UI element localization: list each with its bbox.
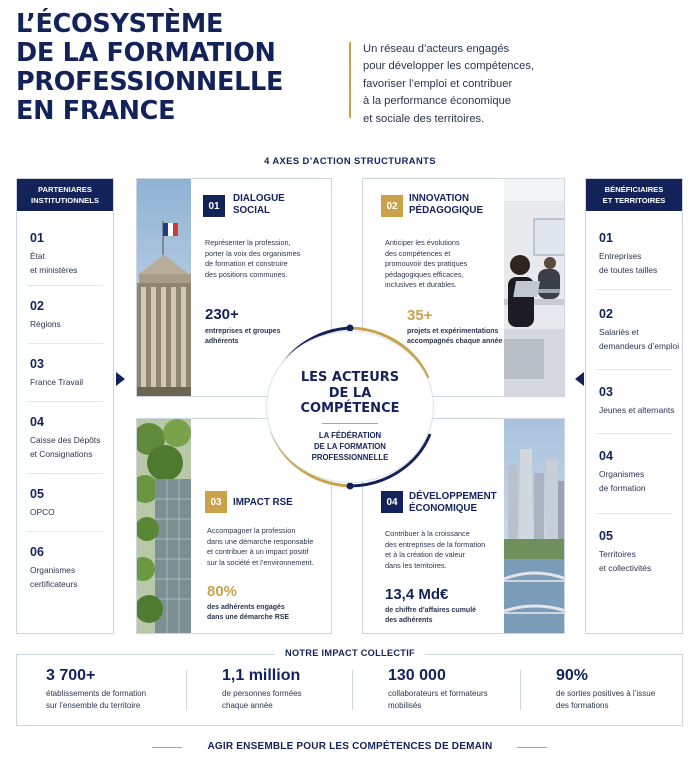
intro-line: Un réseau d’acteurs engagés — [363, 43, 510, 55]
beneficiary-number: 04 — [599, 449, 613, 463]
axis-stat-label: de chiffre d’affaires cumulé des adhérents — [385, 607, 477, 624]
partners-panel-header — [17, 179, 113, 211]
title-line: PROFESSIONNELLE — [16, 67, 284, 97]
intro-line: favoriser l’emploi et contribuer — [363, 77, 513, 90]
axis-stat-value: 35+ — [407, 307, 433, 324]
partner-number: 06 — [30, 545, 44, 559]
partner-label: État et ministères — [30, 251, 78, 275]
center-divider — [322, 423, 378, 424]
beneficiary-item — [599, 231, 676, 277]
beneficiary-number: 02 — [599, 307, 613, 321]
beneficiary-number: 03 — [599, 385, 613, 399]
intro-line: et sociale des territoires. — [363, 112, 485, 125]
divider — [27, 473, 103, 474]
beneficiary-label: Jeunes et alternants — [599, 405, 675, 415]
beneficiary-label: Organismes de formation — [599, 469, 646, 493]
footer-tagline: AGIR ENSEMBLE POUR LES COMPÉTENCES DE DEMAIN — [207, 741, 493, 752]
beneficiary-label: Salariés et demandeurs d’emploi — [599, 327, 680, 351]
partner-label: Régions — [30, 319, 61, 329]
impact-stat — [46, 667, 146, 712]
green-building-image — [137, 419, 191, 633]
divider — [352, 670, 353, 710]
beneficiary-label: Territoires et collectivités — [599, 549, 652, 573]
axis-number-badge: 02 — [381, 195, 403, 217]
intro-text — [363, 41, 683, 128]
panel-title-line: ET TERRITOIRES — [602, 196, 666, 205]
axis-title: DÉVELOPPEMENT ÉCONOMIQUE — [409, 491, 497, 514]
impact-value: 90% — [556, 667, 589, 684]
panel-title-line: BÉNÉFICIAIRES — [604, 185, 664, 194]
axis-number-badge: 04 — [381, 491, 403, 513]
partner-number: 02 — [30, 299, 44, 313]
partner-item — [30, 299, 107, 331]
impact-stat — [556, 667, 655, 712]
partner-number: 05 — [30, 487, 44, 501]
center-subtitle: LA FÉDÉRATION DE LA FORMATION PROFESSIONNELLE — [311, 431, 389, 462]
beneficiary-item — [599, 529, 676, 575]
partner-number: 03 — [30, 357, 44, 371]
arrow-right-icon — [116, 372, 125, 386]
divider — [596, 289, 672, 290]
partner-item — [30, 545, 107, 591]
divider — [27, 401, 103, 402]
partner-number: 01 — [30, 231, 44, 245]
impact-label: collaborateurs et formateurs mobilisés — [388, 689, 488, 710]
city-skyline-image — [504, 419, 565, 633]
axis-title: DIALOGUE SOCIAL — [233, 193, 285, 216]
title-line: EN FRANCE — [16, 96, 176, 126]
axis-stat-value: 230+ — [205, 306, 239, 323]
impact-value: 1,1 million — [222, 667, 301, 684]
panel-title-line: INSTITUTIONNELS — [31, 196, 99, 205]
beneficiary-item — [599, 307, 680, 353]
partner-number: 04 — [30, 415, 44, 429]
intro-accent-rule — [349, 42, 351, 118]
axis-number-badge: 01 — [203, 195, 225, 217]
partners-panel — [16, 178, 114, 634]
impact-label: établissements de formation sur l’ensemble du territoire — [46, 689, 147, 710]
axis-stat-value: 13,4 Md€ — [385, 586, 449, 603]
axis-stat-value: 80% — [207, 583, 238, 600]
panel-title-line: PARTENIARES — [38, 185, 92, 194]
parliament-building-image — [137, 179, 191, 396]
axis-description: Accompagner la profession dans une démarche responsable et contribuer à un impact positif sur la société et l’environnement. — [207, 526, 314, 567]
partner-label: Caisse des Dépôts et Consignations — [30, 435, 101, 459]
divider — [520, 670, 521, 710]
divider — [27, 285, 103, 286]
axis-title: INNOVATION PÉDAGOGIQUE — [409, 193, 484, 216]
center-title: LES ACTEURS DE LA COMPÉTENCE — [300, 370, 400, 416]
partner-item — [30, 487, 107, 519]
axis-description: Contribuer à la croissance des entreprises de la formation et à la création de valeur dans les territoires. — [385, 529, 486, 570]
partner-item — [30, 357, 107, 389]
beneficiary-item — [599, 449, 676, 495]
beneficiaries-panel-header — [586, 179, 682, 211]
axis-title: IMPACT RSE — [233, 497, 293, 508]
partner-label: OPCO — [30, 507, 55, 517]
axes-section-title: 4 AXES D’ACTION STRUCTURANTS — [264, 155, 436, 166]
beneficiary-item — [599, 385, 676, 417]
axis-number-badge: 03 — [205, 491, 227, 513]
divider — [596, 513, 672, 514]
divider — [596, 369, 672, 370]
title-line: DE LA FORMATION — [16, 38, 276, 68]
impact-label: de sorties positives à l’issue des formations — [556, 689, 656, 710]
impact-value: 3 700+ — [46, 667, 96, 684]
impact-stat — [388, 667, 488, 712]
arrow-left-icon — [575, 372, 584, 386]
beneficiary-number: 01 — [599, 231, 613, 245]
impact-stat — [222, 667, 302, 712]
divider — [186, 670, 187, 710]
title-line: L’ÉCOSYSTÈME — [16, 9, 224, 39]
axis-stat-label: projets et expérimentations accompagnés chaque année — [407, 328, 503, 345]
axis-description: Anticiper les évolutions des compétences et promouvoir des pratiques pédagogiques efficaces, inclusives et durables. — [385, 238, 468, 289]
partner-label: Organismes certificateurs — [30, 565, 78, 589]
partner-item — [30, 415, 107, 461]
partner-item — [30, 231, 107, 277]
divider — [596, 433, 672, 434]
classroom-image — [504, 179, 565, 396]
beneficiary-label: Entreprises de toutes tailles — [599, 251, 658, 275]
intro-line: à la performance économique — [363, 95, 512, 108]
axis-stat-label: des adhérents engagés dans une démarche RSE — [207, 604, 290, 621]
axis-stat-label: entreprises et groupes adhérents — [205, 328, 281, 345]
beneficiary-number: 05 — [599, 529, 613, 543]
beneficiaries-panel — [585, 178, 683, 634]
page-title — [16, 10, 336, 126]
impact-title: NOTRE IMPACT COLLECTIF — [0, 648, 700, 658]
divider — [27, 343, 103, 344]
partner-label: France Travail — [30, 377, 84, 387]
divider — [27, 531, 103, 532]
impact-value: 130 000 — [388, 667, 446, 684]
axis-description: Représenter la profession, porter la voix des organismes de formation et construire des positions communes. — [205, 238, 301, 279]
impact-label: de personnes formées chaque année — [222, 689, 302, 710]
intro-line: pour développer les compétences, — [363, 60, 535, 73]
